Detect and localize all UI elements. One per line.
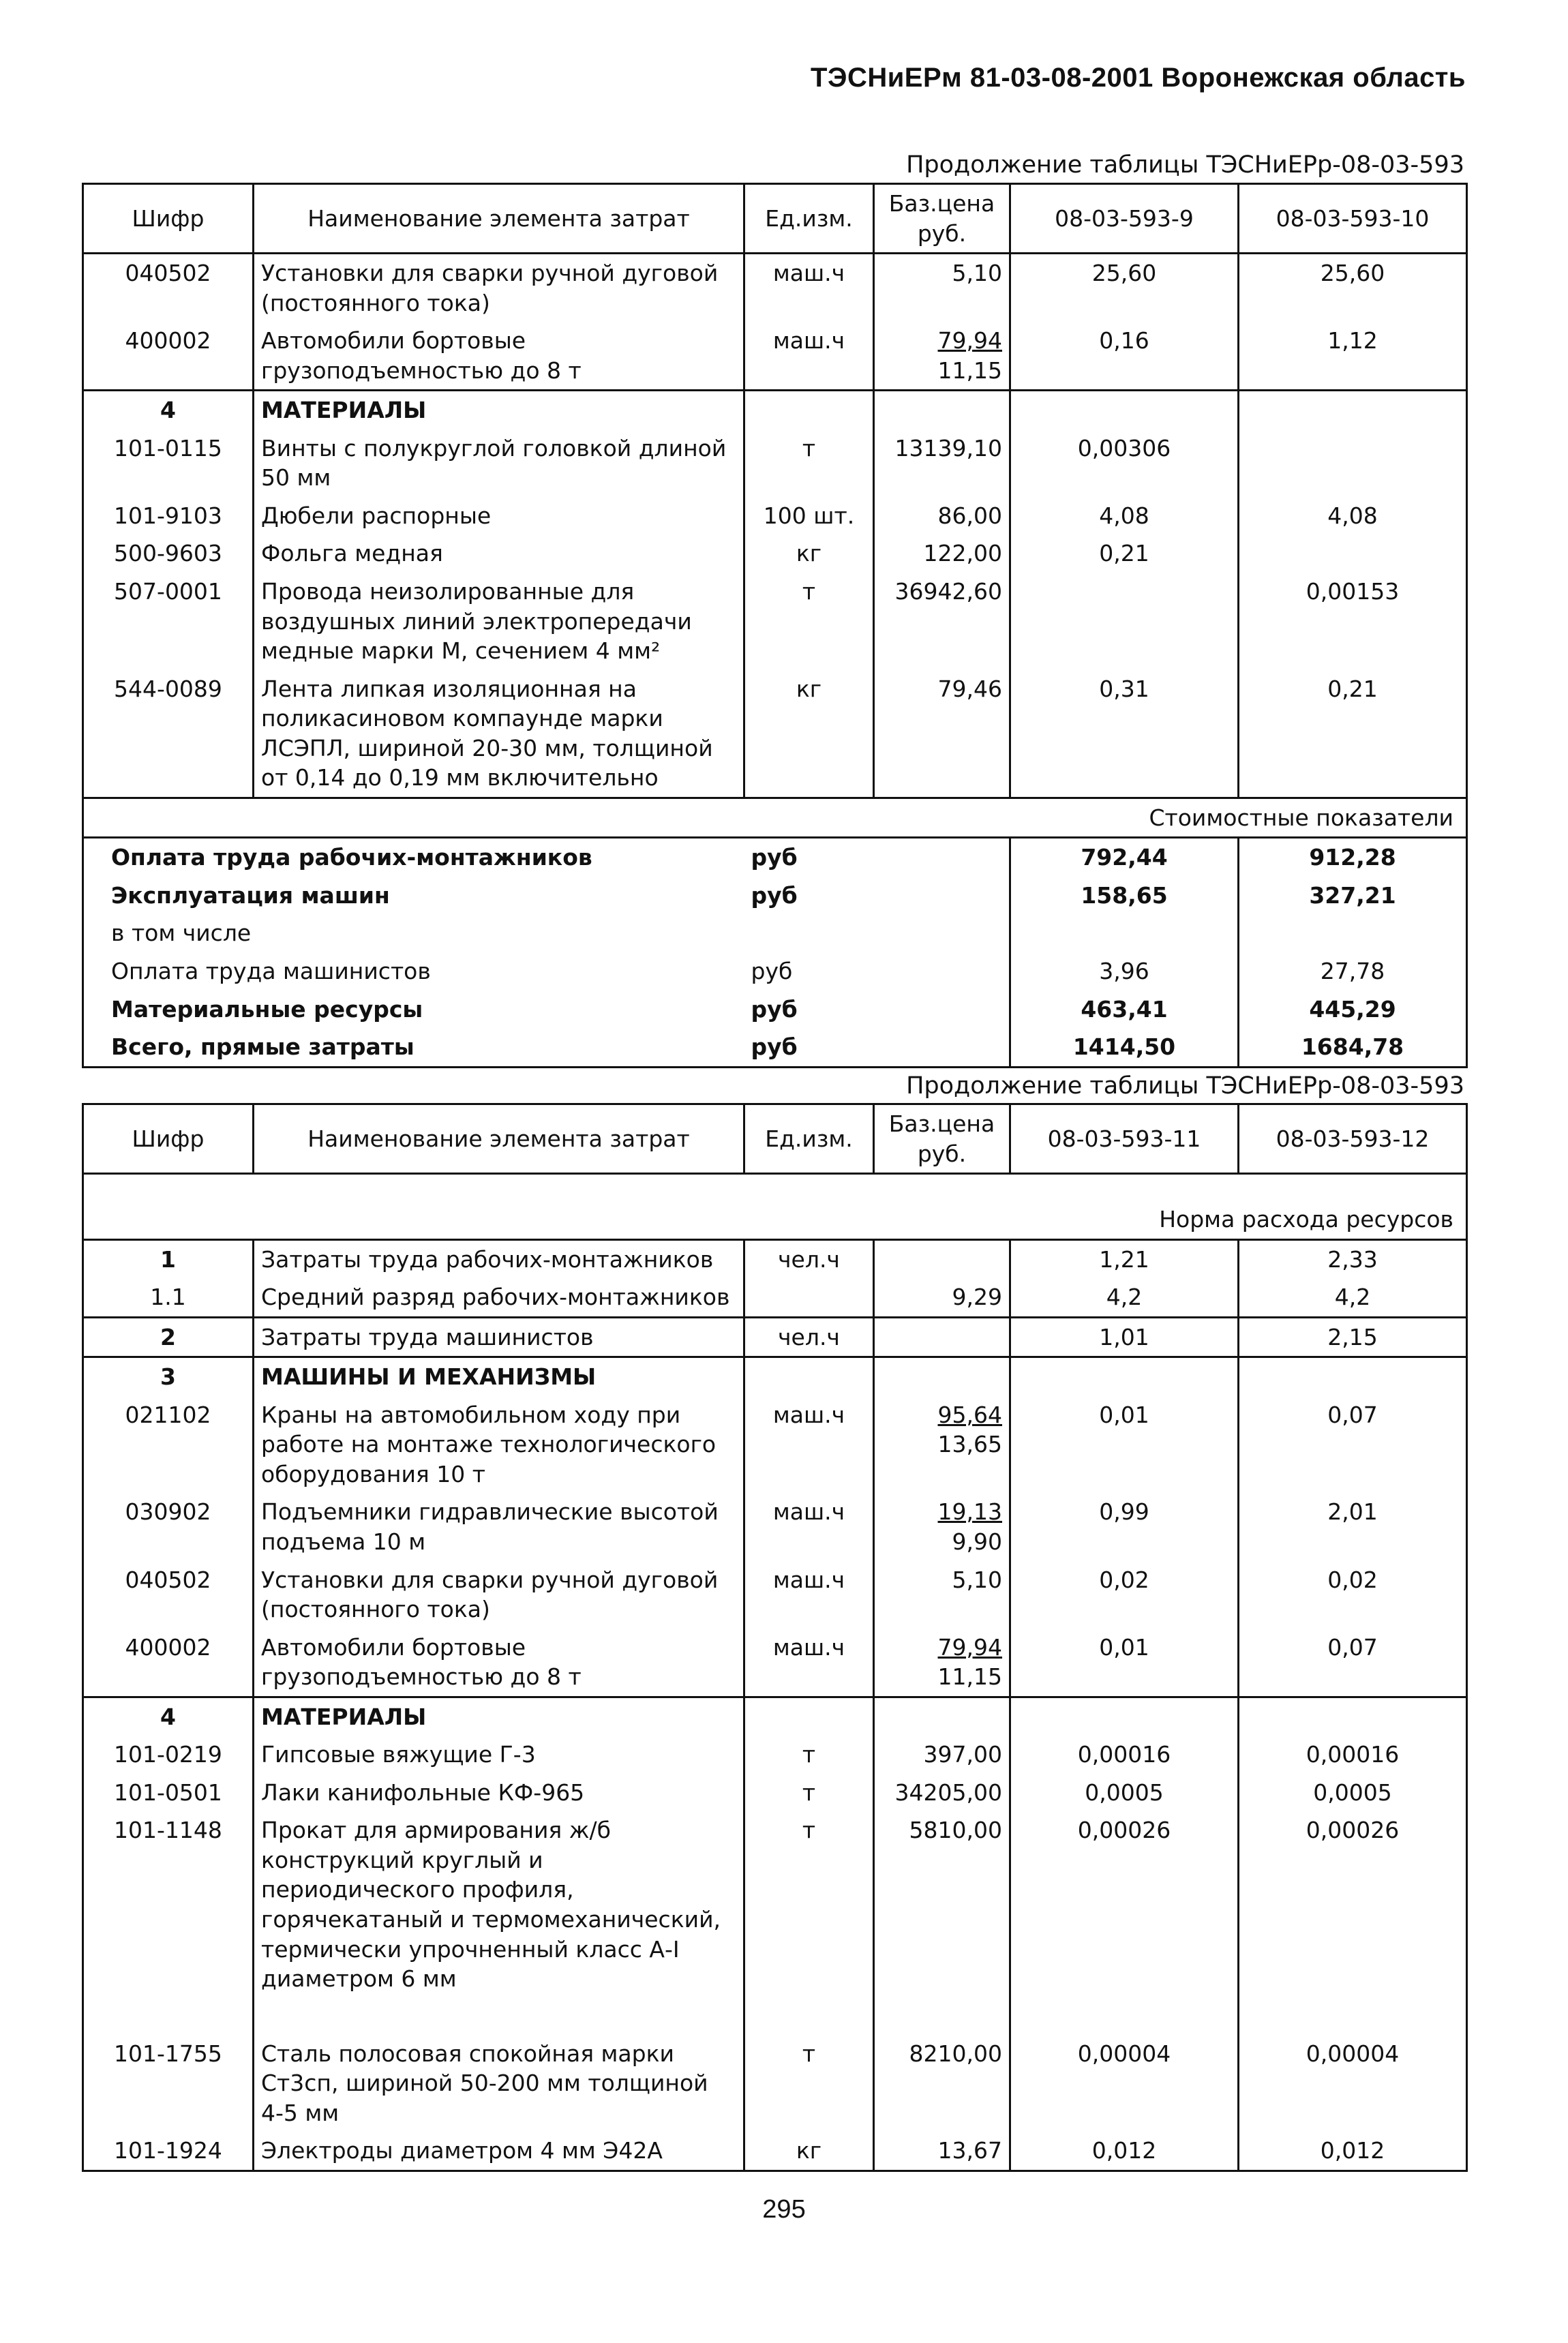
section-row: [83, 391, 1467, 429]
table-row: [83, 1239, 1467, 1278]
cell-value-1: 0,0005: [1010, 1774, 1239, 1812]
cell-name: Установки для сварки ручной дуговой (постоянного тока): [254, 254, 744, 322]
cell-unit: маш.ч: [744, 322, 874, 391]
cell-value-1: 4,2: [1010, 1278, 1239, 1317]
price-wage: 11,15: [937, 1663, 1002, 1691]
cell-value-1: 25,60: [1010, 254, 1239, 322]
section-number: 4: [83, 391, 254, 429]
summary-unit: [744, 914, 874, 952]
cell-name: Фольга медная: [254, 534, 744, 573]
cell-code: 030902: [83, 1493, 254, 1560]
price-wage: 11,15: [937, 357, 1002, 384]
table-row: [83, 670, 1467, 798]
section-row: [83, 1357, 1467, 1396]
table-row: [83, 429, 1467, 497]
cell-name: Лента липкая изоляционная на поликасиновом компаунде марки ЛСЭПЛ, шириной 20-30 мм, толщиной от 0,14 до 0,19 мм включительно: [254, 670, 744, 798]
cell-unit: 100 шт.: [744, 497, 874, 535]
cell-price: 397,00: [874, 1736, 1010, 1774]
cell-unit: кг: [744, 534, 874, 573]
cell-code: 101-0115: [83, 429, 254, 497]
cell-value-1: 0,00004: [1010, 2035, 1239, 2132]
band-row: [83, 1174, 1467, 1240]
cell-unit: кг: [744, 670, 874, 798]
resource-norm-band: Норма расхода ресурсов: [83, 1174, 1467, 1240]
table-row: [83, 254, 1467, 322]
cell-code: 101-0501: [83, 1774, 254, 1812]
cell-value-2: [1239, 534, 1467, 573]
table2-head-code: Шифр: [83, 1104, 254, 1174]
table1: [82, 183, 1468, 1068]
summary-value-1: 158,65: [1010, 877, 1239, 915]
cell-name: Провода неизолированные для воздушных линий электропередачи медные марки М, сечением 4 мм²: [254, 573, 744, 670]
cell-name: Сталь полосовая спокойная марки Ст3сп, шириной 50-200 мм толщиной 4-5 мм: [254, 2035, 744, 2132]
cell-code: 021102: [83, 1396, 254, 1494]
cell-unit: т: [744, 1811, 874, 2034]
cell-value-2: 0,012: [1239, 2132, 1467, 2171]
cell-value-1: 4,08: [1010, 497, 1239, 535]
table2-head-col12: 08-03-593-12: [1239, 1104, 1467, 1174]
summary-unit: руб: [751, 844, 798, 871]
summary-value-1: 792,44: [1010, 838, 1239, 877]
summary-row: [83, 838, 1467, 877]
cell-unit: маш.ч: [744, 254, 874, 322]
cell-name: Установки для сварки ручной дуговой (постоянного тока): [254, 1561, 744, 1629]
cell-name: Средний разряд рабочих-монтажников: [254, 1278, 744, 1317]
cell-value-2: 0,00004: [1239, 2035, 1467, 2132]
table1-head-price: Баз.цена руб.: [874, 184, 1010, 254]
cell-value-1: 0,01: [1010, 1396, 1239, 1494]
summary-unit: руб: [751, 995, 798, 1023]
cell-value-2: 4,08: [1239, 497, 1467, 535]
cell-price: 5,10: [874, 254, 1010, 322]
cell-value-1: 0,16: [1010, 322, 1239, 391]
cell-unit: [744, 1278, 874, 1317]
summary-value-1: 463,41: [1010, 991, 1239, 1029]
table-row: [83, 1774, 1467, 1812]
cell-name: Автомобили бортовые грузоподъемностью до 8 т: [254, 1629, 744, 1697]
price-total: 79,94: [937, 327, 1002, 354]
document-header-title: ТЭСНиЕРм 81-03-08-2001 Воронежская область: [811, 63, 1466, 93]
cell-code: 507-0001: [83, 573, 254, 670]
cell-value-1: 0,01: [1010, 1629, 1239, 1697]
table-row: [83, 1493, 1467, 1560]
cell-price: 34205,00: [874, 1774, 1010, 1812]
table1-caption: Продолжение таблицы ТЭСНиЕРр-08-03-593: [906, 151, 1464, 179]
summary-row: [83, 877, 1467, 915]
cell-value-2: 0,21: [1239, 670, 1467, 798]
table-row: [83, 534, 1467, 573]
table1-head-col9: 08-03-593-9: [1010, 184, 1239, 254]
cell-price: 5,10: [874, 1561, 1010, 1629]
cell-value-1: 0,00026: [1010, 1811, 1239, 2034]
cell-code: 040502: [83, 1561, 254, 1629]
table-row: [83, 573, 1467, 670]
summary-row: [83, 991, 1467, 1029]
cell-value-1: 0,00306: [1010, 429, 1239, 497]
cell-value-2: 1,12: [1239, 322, 1467, 391]
cell-value-2: 0,00016: [1239, 1736, 1467, 1774]
price-wage: 9,90: [952, 1528, 1002, 1556]
cell-name: Краны на автомобильном ходу при работе на монтаже технологического оборудования 10 т: [254, 1396, 744, 1494]
cell-unit: т: [744, 1774, 874, 1812]
cell-value-2: 2,33: [1239, 1239, 1467, 1278]
summary-value-2: 912,28: [1239, 838, 1467, 877]
cell-name: Дюбели распорные: [254, 497, 744, 535]
summary-value-2: 27,78: [1239, 952, 1467, 991]
summary-unit: руб: [744, 1028, 874, 1067]
table-row: [83, 1736, 1467, 1774]
price-total: 19,13: [937, 1498, 1002, 1526]
cell-price: [874, 1629, 1010, 1697]
cell-value-1: 0,99: [1010, 1493, 1239, 1560]
summary-value-1: 3,96: [1010, 952, 1239, 991]
summary-label: Эксплуатация машин: [83, 877, 744, 915]
table2: [82, 1103, 1468, 2172]
summary-label: Всего, прямые затраты: [83, 1028, 744, 1067]
cell-unit: маш.ч: [744, 1493, 874, 1560]
cell-unit: т: [744, 1736, 874, 1774]
section-number: 4: [83, 1697, 254, 1736]
summary-row: [83, 952, 1467, 991]
cell-value-2: 4,2: [1239, 1278, 1467, 1317]
table-row: [83, 1278, 1467, 1317]
table2-head-price: Баз.цена руб.: [874, 1104, 1010, 1174]
cell-value-2: 0,02: [1239, 1561, 1467, 1629]
table-row: [83, 1561, 1467, 1629]
cell-unit: т: [744, 429, 874, 497]
cell-code: 1.1: [83, 1278, 254, 1317]
cell-price: 36942,60: [874, 573, 1010, 670]
section-title: МАШИНЫ И МЕХАНИЗМЫ: [254, 1357, 744, 1396]
cell-price: 5810,00: [874, 1811, 1010, 2034]
cell-name: Подъемники гидравлические высотой подъема 10 м: [254, 1493, 744, 1560]
cell-name: Винты с полукруглой головкой длиной 50 мм: [254, 429, 744, 497]
summary-value-2: 1684,78: [1239, 1028, 1467, 1067]
cell-price: [874, 322, 1010, 391]
summary-label: Оплата труда машинистов: [83, 952, 744, 991]
cell-value-1: 0,31: [1010, 670, 1239, 798]
cell-value-2: 0,0005: [1239, 1774, 1467, 1812]
cell-name: Прокат для армирования ж/б конструкций круглый и периодического профиля, горячекатаный и термомеханический, термически упрочненный класс А-I диаметром 6 мм: [254, 1811, 744, 2034]
cell-price: [874, 1493, 1010, 1560]
cell-name: Затраты труда рабочих-монтажников: [254, 1239, 744, 1278]
table2-caption: Продолжение таблицы ТЭСНиЕРр-08-03-593: [906, 1072, 1464, 1100]
cell-name: Электроды диаметром 4 мм Э42А: [254, 2132, 744, 2171]
table-row: [83, 1811, 1467, 2034]
cell-code: 101-9103: [83, 497, 254, 535]
summary-unit: руб: [751, 881, 798, 909]
cell-price: 8210,00: [874, 2035, 1010, 2132]
cell-price: 13139,10: [874, 429, 1010, 497]
cell-code: 101-1148: [83, 1811, 254, 2034]
cell-price: 9,29: [874, 1278, 1010, 1317]
table1-head-col10: 08-03-593-10: [1239, 184, 1467, 254]
cell-value-2: 0,07: [1239, 1396, 1467, 1494]
cell-code: 040502: [83, 254, 254, 322]
cell-price: 13,67: [874, 2132, 1010, 2171]
cell-unit: маш.ч: [744, 1629, 874, 1697]
cell-code: 101-1755: [83, 2035, 254, 2132]
cell-value-2: 25,60: [1239, 254, 1467, 322]
summary-value-1: 1414,50: [1010, 1028, 1239, 1067]
summary-value-2: 327,21: [1239, 877, 1467, 915]
section-title: МАТЕРИАЛЫ: [254, 1697, 744, 1736]
cell-value-1: 0,02: [1010, 1561, 1239, 1629]
table1-head-unit: Ед.изм.: [744, 184, 874, 254]
cell-value-1: 0,21: [1010, 534, 1239, 573]
summary-row: [83, 914, 1467, 952]
cell-value-1: 0,00016: [1010, 1736, 1239, 1774]
summary-value-2: [1239, 914, 1467, 952]
price-wage: 13,65: [937, 1431, 1002, 1458]
cell-price: 86,00: [874, 497, 1010, 535]
summary-value-2: 445,29: [1239, 991, 1467, 1029]
section-title: МАТЕРИАЛЫ: [254, 391, 744, 429]
cell-unit: кг: [744, 2132, 874, 2171]
cell-name: Затраты труда машинистов: [254, 1317, 744, 1357]
table2-head-col11: 08-03-593-11: [1010, 1104, 1239, 1174]
cell-code: 400002: [83, 1629, 254, 1697]
cell-value-1: 1,21: [1010, 1239, 1239, 1278]
cell-value-2: 2,01: [1239, 1493, 1467, 1560]
cell-code: 544-0089: [83, 670, 254, 798]
cell-value-2: 0,00026: [1239, 1811, 1467, 2034]
summary-label: Оплата труда рабочих-монтажников: [83, 838, 744, 877]
cell-price: [874, 1396, 1010, 1494]
cell-unit: маш.ч: [744, 1561, 874, 1629]
table-row: [83, 497, 1467, 535]
section-number: 3: [83, 1357, 254, 1396]
table-row: [83, 1629, 1467, 1697]
cell-unit: т: [744, 573, 874, 670]
table-row: [83, 1317, 1467, 1357]
table-row: [83, 2035, 1467, 2132]
cell-name: Лаки канифольные КФ-965: [254, 1774, 744, 1812]
cell-price: [874, 1317, 1010, 1357]
summary-label: в том числе: [83, 914, 744, 952]
table1-head-name: Наименование элемента затрат: [254, 184, 744, 254]
cell-name: Автомобили бортовые грузоподъемностью до 8 т: [254, 322, 744, 391]
table-row: [83, 1396, 1467, 1494]
cell-unit: чел.ч: [744, 1317, 874, 1357]
table1-head-code: Шифр: [83, 184, 254, 254]
cell-price: 79,46: [874, 670, 1010, 798]
page-number: 295: [762, 2195, 806, 2224]
cell-code: 1: [83, 1239, 254, 1278]
cell-value-1: 0,012: [1010, 2132, 1239, 2171]
cell-value-2: 0,00153: [1239, 573, 1467, 670]
price-total: 79,94: [937, 1633, 1002, 1661]
cell-price: 122,00: [874, 534, 1010, 573]
cell-unit: т: [744, 2035, 874, 2132]
cost-indicators-band: Стоимостные показатели: [83, 798, 1467, 838]
table-row: [83, 322, 1467, 391]
table-row: [83, 2132, 1467, 2171]
summary-value-1: [1010, 914, 1239, 952]
cell-value-1: 1,01: [1010, 1317, 1239, 1357]
cell-code: 101-0219: [83, 1736, 254, 1774]
cell-price: [874, 1239, 1010, 1278]
cell-value-2: [1239, 429, 1467, 497]
cell-value-2: 0,07: [1239, 1629, 1467, 1697]
band-row: [83, 798, 1467, 838]
cell-value-1: [1010, 573, 1239, 670]
summary-row: [83, 1028, 1467, 1067]
cell-code: 500-9603: [83, 534, 254, 573]
table2-head-name: Наименование элемента затрат: [254, 1104, 744, 1174]
cell-code: 101-1924: [83, 2132, 254, 2171]
cell-code: 400002: [83, 322, 254, 391]
cell-unit: чел.ч: [744, 1239, 874, 1278]
price-total: 95,64: [937, 1401, 1002, 1428]
summary-unit: руб: [751, 958, 793, 985]
summary-label: Материальные ресурсы: [83, 991, 744, 1029]
cell-name: Гипсовые вяжущие Г-3: [254, 1736, 744, 1774]
section-row: [83, 1697, 1467, 1736]
table2-head-unit: Ед.изм.: [744, 1104, 874, 1174]
cell-unit: маш.ч: [744, 1396, 874, 1494]
cell-value-2: 2,15: [1239, 1317, 1467, 1357]
cell-code: 2: [83, 1317, 254, 1357]
